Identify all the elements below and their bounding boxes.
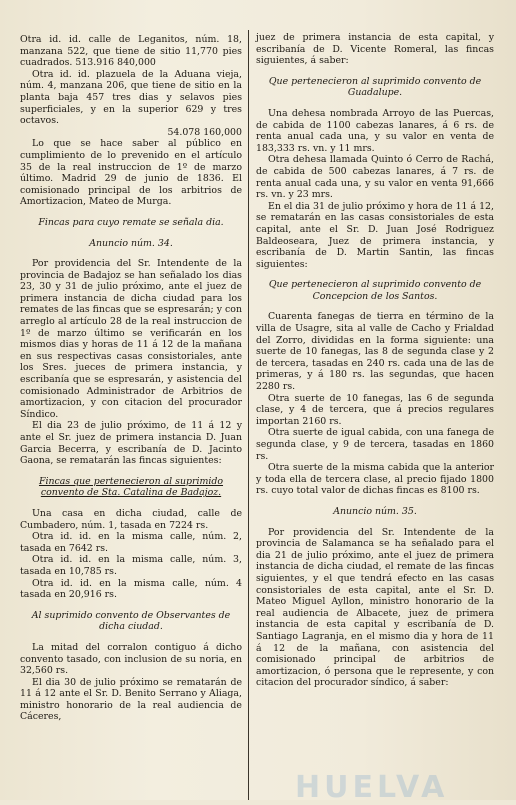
item-casa-3: Otra id. id. en la misma calle, núm. 3, tasada en 10,785 rs. bbox=[20, 554, 242, 577]
salamanca-paragraph: Por providencia del Sr. Intendente de la provincia de Salamanca se ha señalado para el dia 21 de julio próximo, ante el juez de primera instancia de dicha ciudad, el remate de las fincas siguientes, y el que tendrá efecto en las casas consistoriales de esta capital, ante el Sr. D. Mateo Miguel Ayllon, ministro honorario de la real audiencia de Albacete, juez de primera instancia de esta capital y escribanía de D. Santiago Lagranja, en el mismo dia y hora de 11 á 12 de la mañana, con asistencia del comisionado principal de arbitrios de amortizacion, ó persona que le represente, y con citacion del procurador síndico, á saber: bbox=[256, 526, 494, 689]
convent-concepcion-heading: Que pertenecieron al suprimido convento de Concepcion de los Santos. bbox=[268, 279, 482, 302]
dia-23-paragraph: El dia 23 de julio próximo, de 11 á 12 y ante el Sr. juez de primera instancia D. Juan Garcia Becerra, y escribanía de D. Jacinto Gaona, se rematarán las fincas siguientes: bbox=[20, 420, 242, 467]
entry-leganitos: Otra id. id. calle de Leganitos, núm. 18, manzana 522, que tiene de sitio 11,770 pies cuadrados. 513.916 840,000 bbox=[20, 34, 242, 69]
item-cuarenta-fanegas: Cuarenta fanegas de tierra en término de la villa de Usagre, sita al valle de Cacho y Frialdad del Zorro, divididas en la forma siguiente: una suerte de 10 fanegas, las 8 de segunda clase y 2 de tercera, tasadas en 240 rs. cada una de las de primeras, y á 180 rs. las segundas, que hacen 2280 rs. bbox=[256, 311, 494, 393]
continuation-paragraph: juez de primera instancia de esta capital, y escribanía de D. Vicente Romeral, las fincas siguientes, á saber: bbox=[256, 32, 494, 67]
badajoz-paragraph: Por providencia del Sr. Intendente de la provincia de Badajoz se han señalado los dias 23, 30 y 31 de julio próximo, ante el juez de primera instancia de dicha ciudad para los remates de las fincas que se espresarán; y con arreglo al artículo 28 de la real instruccion de 1º de marzo último se verificarán en los mismos dias y horas de 11 á 12 de la mañana en sus respectivas casas consistoriales, ante los Sres. jueces de primera instancia, y escribanía que se espresarán, y asistencia del comisionado Administrador de Arbitrios de amortizacion, y con citacion del procurador Síndico. bbox=[20, 258, 242, 420]
convent-guadalupe-heading: Que pertenecieron al suprimido convento de Guadalupe. bbox=[268, 75, 482, 99]
section-heading-fincas: Fincas para cuyo remate se señala dia. bbox=[38, 216, 224, 228]
convent-observantes-heading: Al suprimido convento de Observantes de dicha ciudad. bbox=[31, 609, 231, 633]
anuncio-34-heading: Anuncio núm. 34. bbox=[89, 237, 173, 249]
entry-aduana: Otra id. id. plazuela de la Aduana vieja, núm. 4, manzana 206, que tiene de sitio en la planta baja 457 tres dias y selavos pies superficiales, y en la superior 629 y tres octavos. bbox=[20, 68, 242, 127]
library-watermark: HUELVA bbox=[295, 770, 449, 805]
notice-paragraph: Lo que se hace saber al público en cumplimiento de lo prevenido en el artículo 35 de la real instruccion de 1º de marzo último. Madrid 29 de junio de 1836. El comisionado principal de los arbitrios de Amortizacion, Mateo de Murga. bbox=[20, 138, 242, 208]
anuncio-35-heading: Anuncio núm. 35. bbox=[333, 505, 417, 517]
item-suerte-3: Otra suerte de igual cabida, con una fanega de segunda clase, y 9 de tercera, tasadas en 1860 rs. bbox=[256, 427, 494, 462]
item-suerte-2: Otra suerte de 10 fanegas, las 6 de segunda clase, y 4 de tercera, que á precios regulares importan 2160 rs. bbox=[256, 392, 494, 427]
column-divider bbox=[248, 30, 249, 800]
left-column bbox=[20, 34, 242, 723]
item-casa-2: Otra id. id. en la misma calle, núm. 2, tasada en 7642 rs. bbox=[20, 531, 242, 554]
item-casa-1: Una casa en dicha ciudad, calle de Cumbadero, núm. 1, tasada en 7224 rs. bbox=[20, 507, 242, 531]
dia-31-paragraph: En el dia 31 de julio próximo y hora de 11 á 12, se rematarán en las casas consistoriales de esta capital, ante el Sr. D. Juan José Rodriguez Baldeoseara, Juez de primera instancia, y escribanía de D. Martin Santin, las fincas siguientes: bbox=[256, 200, 494, 270]
item-corralon: La mitad del corralon contiguo á dicho convento tasado, con inclusion de su noria, en 32,560 rs. bbox=[20, 641, 242, 677]
entry-aduana-amount: 54.078 160,000 bbox=[167, 126, 242, 138]
item-casa-4: Otra id. id. en la misma calle, núm. 4 tasada en 20,916 rs. bbox=[20, 577, 242, 601]
dia-30-paragraph: El dia 30 de julio próximo se rematarán de 11 á 12 ante el Sr. D. Benito Serrano y Aliaga, ministro honorario de la real audiencia de Cáceres, bbox=[20, 676, 242, 723]
item-dehesa-puercas: Una dehesa nombrada Arroyo de las Puercas, de cabida de 1100 cabezas lanares, á 6 rs. de renta anual cada una, y su valor en venta de 183,333 rs. vn. y 11 mrs. bbox=[256, 107, 494, 154]
item-suerte-4: Otra suerte de la misma cabida que la anterior y toda ella de tercera clase, al precio fijado 1800 rs. cuyo total valor de dichas fincas es 8100 rs. bbox=[256, 462, 494, 497]
convent-catalina-heading: Fincas que pertenecieron al suprimido convento de Sta. Catalina de Badajoz. bbox=[38, 475, 224, 499]
right-column bbox=[256, 32, 494, 689]
item-dehesa-racha: Otra dehesa llamada Quinto ó Cerro de Rachá, de cabida de 500 cabezas lanares, á 7 rs. de renta anual cada una, y su valor en venta 91,666 rs. vn. y 23 mrs. bbox=[256, 154, 494, 201]
